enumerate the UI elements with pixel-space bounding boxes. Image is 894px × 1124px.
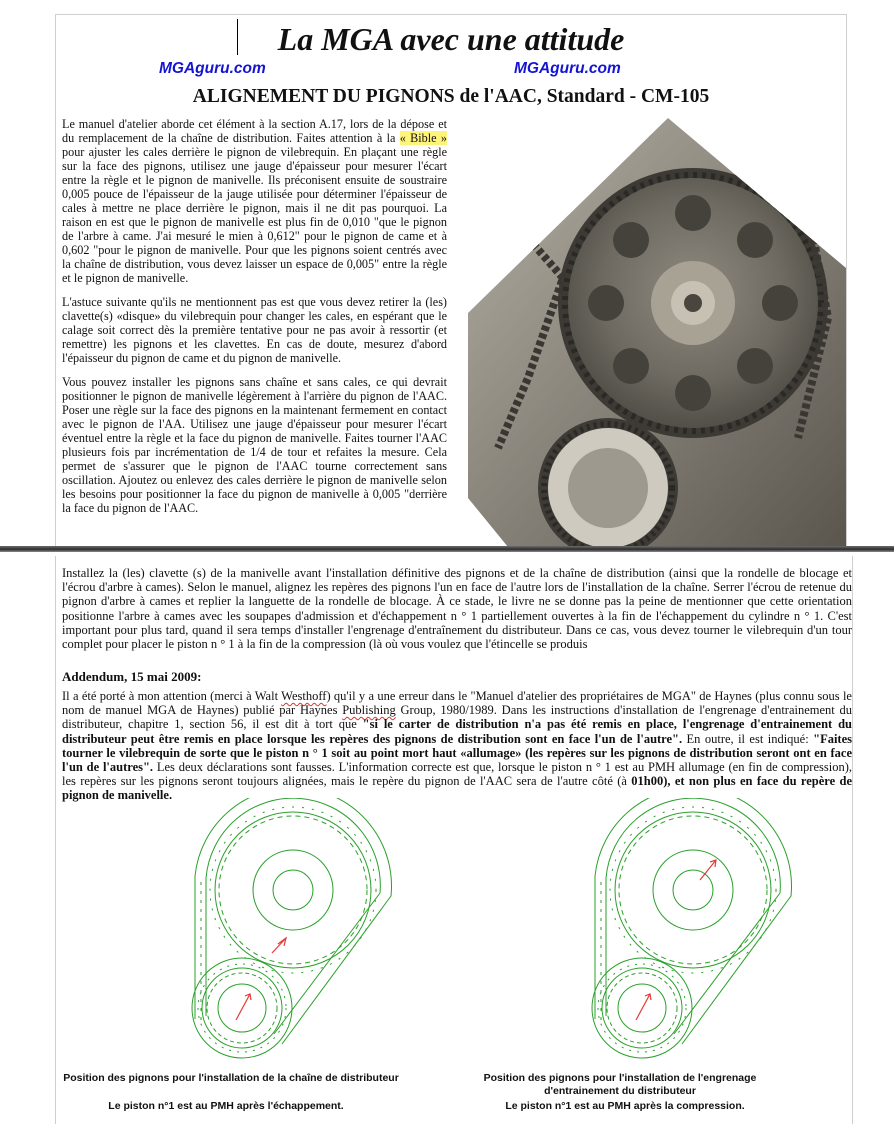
diagram-distributor-install — [546, 798, 806, 1068]
addendum-paragraph — [62, 689, 852, 803]
page-title: La MGA avec une attitude — [277, 21, 625, 57]
intro-text-b: pour ajuster les cales derrière le pignon de vilebrequin. En plaçant une règle sur la face des pignons, utilisez une jauge d'épaisseur pour mesurer l'écart entre la règle et le pignon de manivelle. Ils préconisent ensuite de soustraire 0,005 pouce de l'épaisseur de la jauge utilisée pour déterminer l'épaisseur de cales à mettre ne place derrière le pignon, mais il ne dit pas pourquoi. La raison en est que le pignon de manivelle est plus fin de 0,010 "que le pignon de l'arbre à came. J'ai mesuré le mien à 0,612" pour le pignon de came et à 0,602 "pour le pignon de manivelle. Pour que les pignons soient centrés avec la chaîne de distribution, vous devez laisser un espace de 0,005" entre la règle et le pignon de manivelle. — [62, 145, 447, 285]
timing-gear-photo-image — [468, 118, 846, 547]
diagram-chain-install-svg — [146, 798, 406, 1068]
addendum-quote-3: 01h00), et non plus en face du repère de pignon de manivelle. — [62, 774, 853, 803]
diagram-distributor-install-svg — [546, 798, 806, 1068]
intro-paragraph-3: Vous pouvez installer les pignons sans chaîne et sans cales, ce qui devrait positionner le pignon de manivelle légèrement à l'arrière du pignon de l'AAC. Poser une règle sur la face des pignons en la maintenant fermement en contact avec le pignon de l'AA. Utilisez une jauge d'épaisseur pour mesurer l'écart éventuel entre la règle et la face du pignon de manivelle. Faites tourner l'AAC plusieurs fois par incrémentation de 1/4 de tour et refaites la mesure. Cela permet de s'assurer que le pignon de l'AAC tourne correctement sans oscillation. Ajoutez ou enlevez des cales derrière le pignon de manivelle selon les besoins pour positionner la face du pignon de manivelle à 0,005 "derrière la face du pignon de l'AAC. — [62, 375, 447, 515]
intro-column — [62, 117, 447, 525]
site-link-right[interactable]: MGAguru.com — [514, 60, 621, 77]
caption-left-note: Le piston n°1 est au PMH après l'échappement. — [108, 1100, 344, 1112]
timing-gear-photo — [468, 118, 846, 547]
addendum-text-4: En outre, il est indiqué: — [686, 731, 809, 746]
page-bottom — [55, 556, 853, 1124]
caption-right-title: Position des pignons pour l'installation de l'engrenage d'entrainement du distributeur — [483, 1072, 757, 1097]
addendum-text-5: Les deux déclarations sont fausses. L'information correcte est que, lorsque le piston n ° 1 est au PMH allumage (en fin de compression), les repères sur les pignons seront toujours alignées, mais le repère du pignon de l'AAC sera de l'autre côté (à — [62, 760, 853, 789]
intro-text-a: Le manuel d'atelier aborde cet élément à la section A.17, lors de la dépose et du remplacement de la chaîne de distribution. Faites attention à la — [62, 117, 447, 145]
addendum-text-2: ) qu'il y a une erreur dans le "Manuel d'atelier des propriétaires de MGA" de Haynes (plus connu sous le nom de manuel MGA de Haynes) publié par Haynes — [62, 689, 852, 718]
site-link-left[interactable]: MGAguru.com — [159, 60, 266, 77]
install-paragraph: Installez la (les) clavette (s) de la manivelle avant l'installation définitive des pignons et de la chaîne de distribution (ainsi que la rondelle de blocage et l'écrou d'arbre à cames). Selon le manuel, alignez les repères des pignons l'un en face de l'autre lors de l'installation de la chaîne. Serrer l'écrou de retenue du pignon d'arbre à cames et replier la languette de la rondelle de blocage. À ce stade, le livre ne se donne pas la peine de mentionner que cette orientation positionne l'arbre à cames avec les soupapes d'admission et d'échappement n ° 1 partiellement ouvertes à la fin de l'échappement du cylindre n ° 1. C'est important pour plus tard, quand il sera temps d'installer l'engrenage d'entraînement du distributeur. Dans ce cas, vous devez tourner le vilebrequin d'un tour complet pour placer le piston n ° 1 à la fin de la compression (là où vous voulez que l'étincelle se produis — [62, 566, 852, 652]
addendum-text-3: Group, 1980/1989. Dans les instructions d'installation de l'engrenage d'entrainement du distributeur, chapitre 1, section 56, il est dit à tort que — [62, 703, 853, 732]
caption-right-note: Le piston n°1 est au PMH après la compression. — [505, 1100, 745, 1112]
addendum-heading: Addendum, 15 mai 2009: — [62, 669, 202, 684]
page-divider — [0, 546, 894, 552]
addendum-quote-1: "si le carter de distribution n'a pas été remis en place, l'engrenage d'entrainement du distributeur peut être remis en place lorsque les repères des pignons de distribution sont en face l'un de l'autre". — [62, 717, 852, 746]
addendum-publisher: Publishing — [342, 703, 396, 718]
diagram-chain-install — [146, 798, 406, 1068]
addendum-quote-2: "Faites tourner le vilebrequin de sorte que le piston n ° 1 soit au point mort haut «allumage» (les repères sur les pignons de distribution seront ont en face l'un de l'autres". — [62, 731, 852, 775]
page-top — [55, 14, 847, 547]
article-subtitle: ALIGNEMENT DU PIGNONS de l'AAC, Standard - CM-105 — [192, 86, 710, 107]
intro-paragraph-1 — [62, 117, 447, 285]
addendum-body — [62, 689, 852, 803]
caption-left-title: Position des pignons pour l'installation de la chaîne de distributeur — [63, 1072, 399, 1084]
addendum-name: Westhoff — [281, 689, 327, 703]
addendum-text-1: Il a été porté à mon attention (merci à Walt — [62, 689, 279, 703]
bible-highlight: « Bible » — [399, 131, 447, 145]
text-cursor — [237, 19, 238, 55]
intro-paragraph-2: L'astuce suivante qu'ils ne mentionnent pas est que vous devez retirer la (les) clavette(s) «disque» du vilebrequin pour changer les cales, en espérant que le calage soit correct dès la première tentative pour ne pas avoir à ressortir (et remettre) les pignons et les clavettes. En cas de doute, mesurez d'abord l'épaisseur du pignon de came et du pignon de manivelle. — [62, 295, 447, 365]
